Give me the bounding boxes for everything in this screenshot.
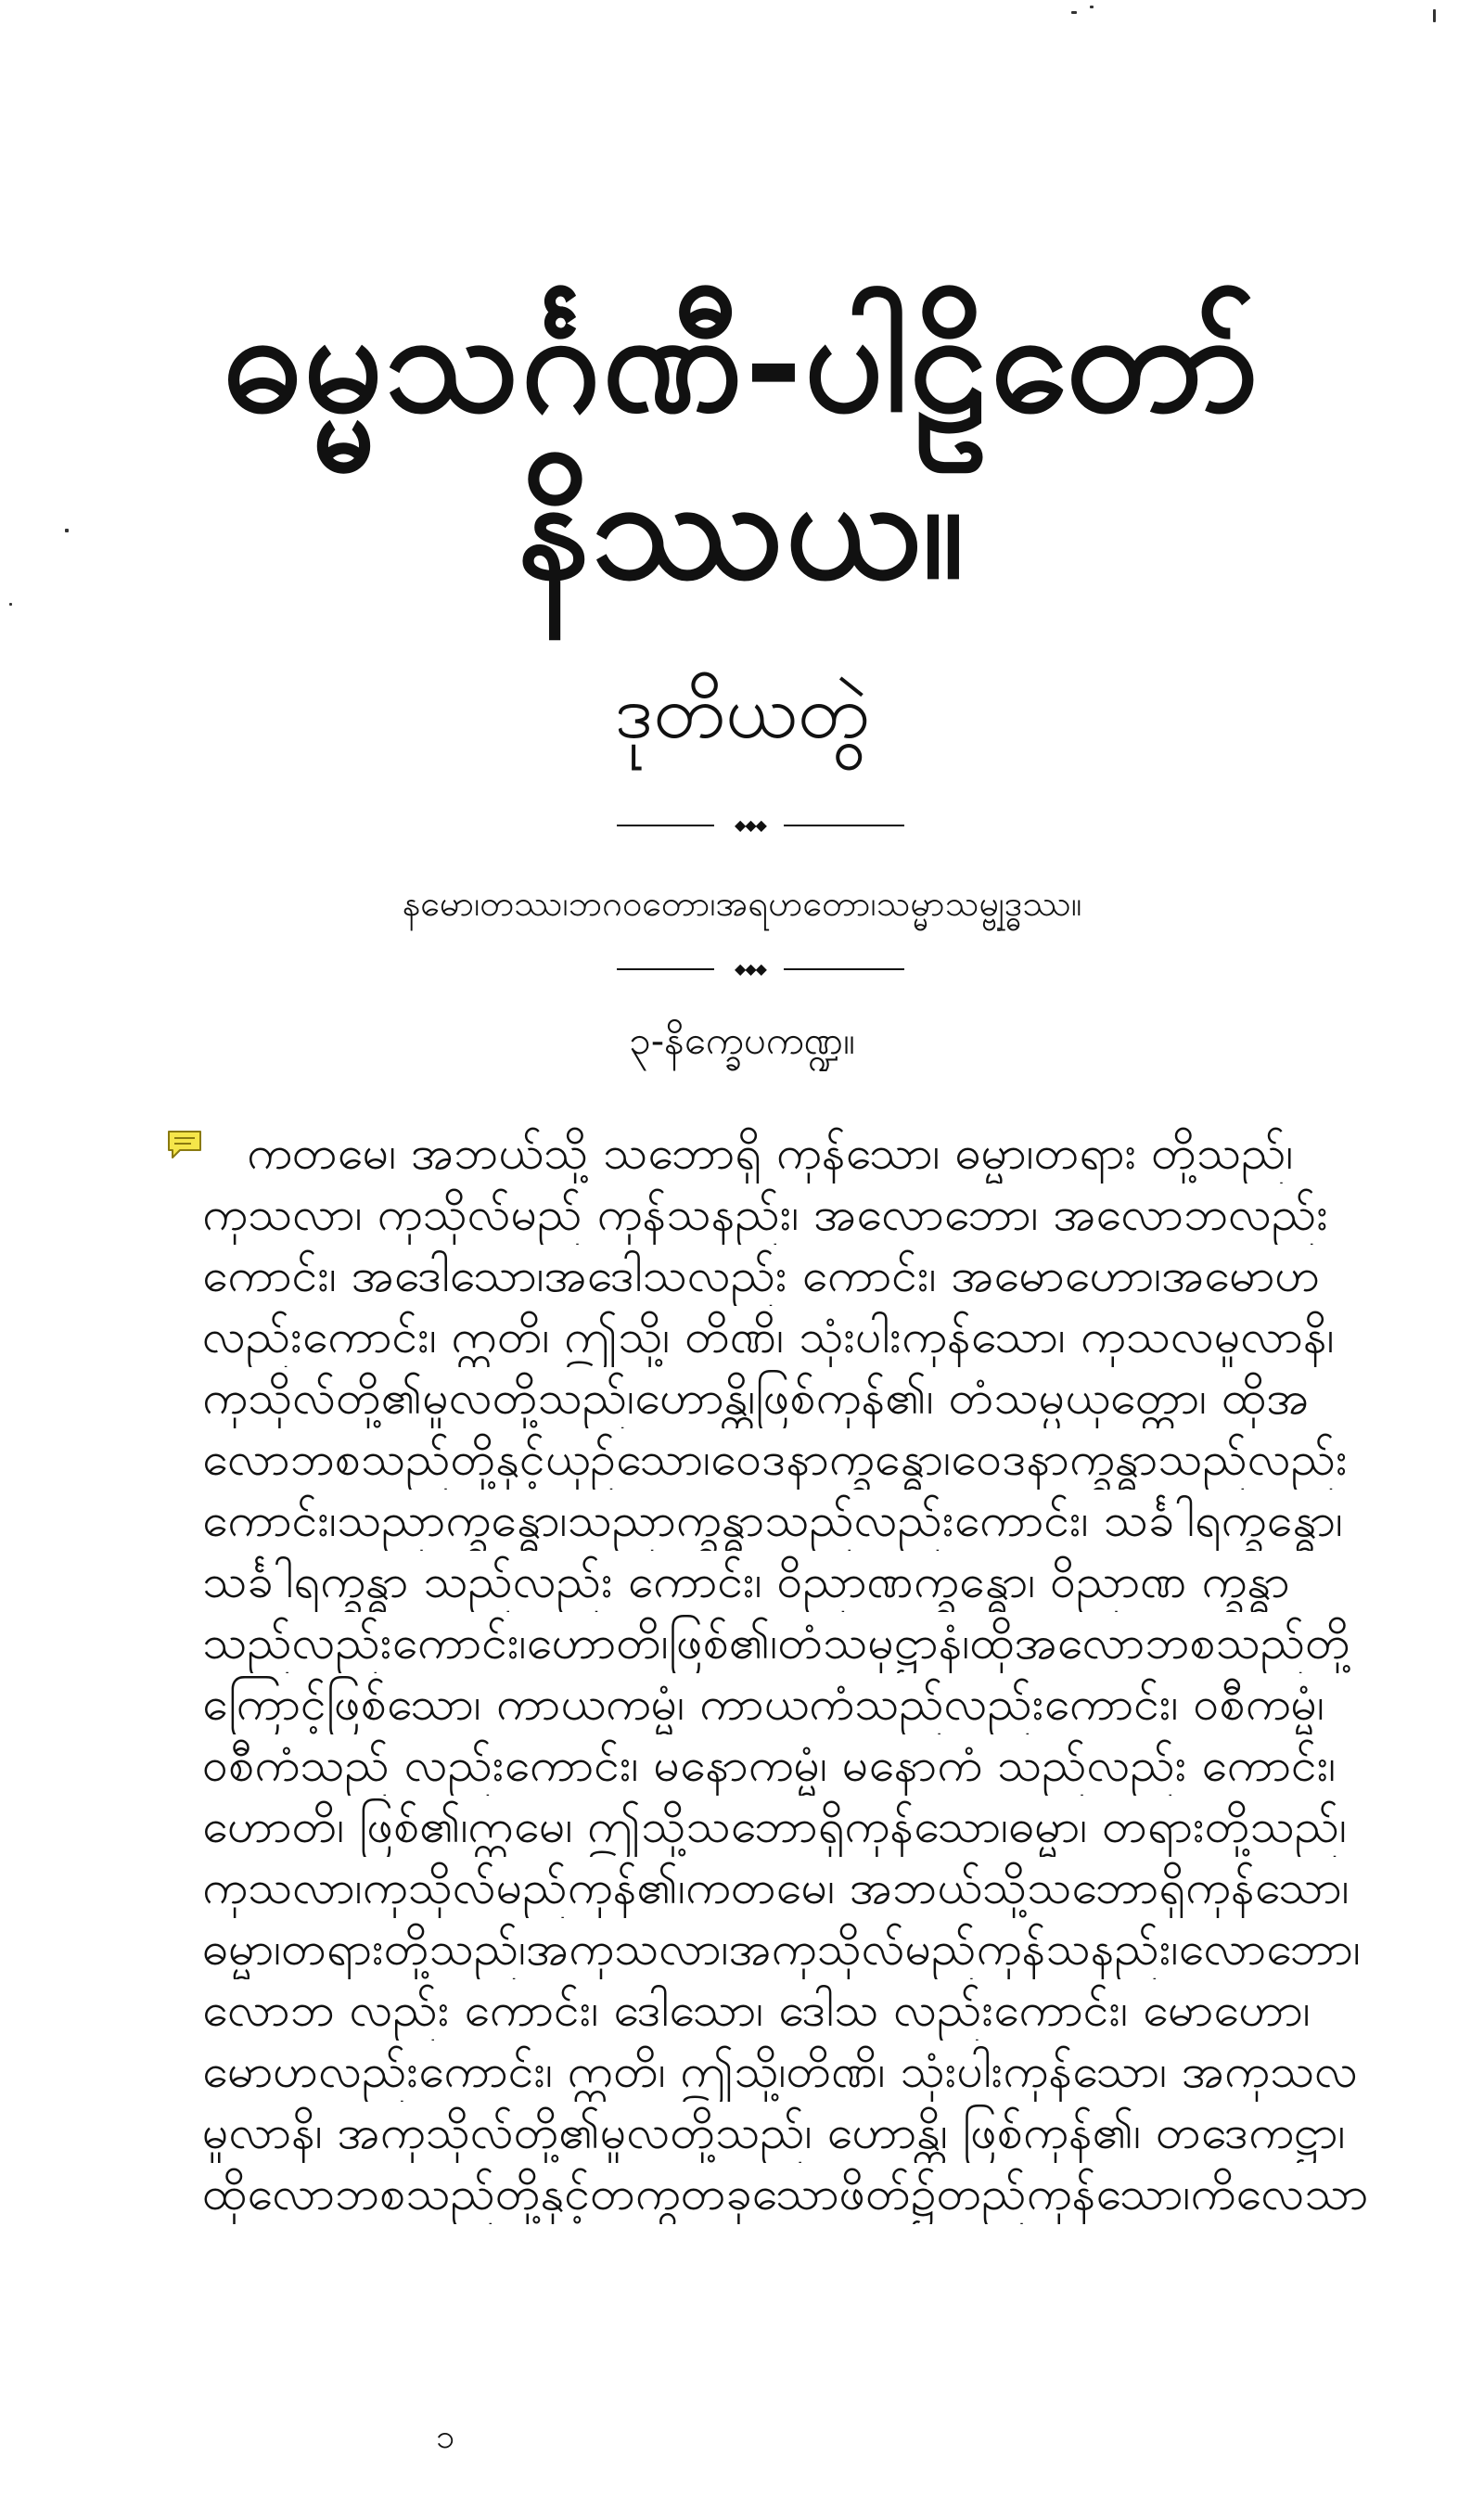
- document-title: ဓမ္မသင်္ဂဏီ-ပါဠိတော်နိဿယ။: [223, 280, 1261, 610]
- scan-speck: [1090, 6, 1094, 8]
- text-line: လောဘ လည်း ကောင်း၊ ဒေါသော၊ ဒေါသ လည်းကောင်း၊ မောဟော၊: [202, 1983, 1311, 2037]
- text-line: ကတမေ၊ အဘယ်သို့ သဘောရှိ ကုန်သော၊ ဓမ္မာ၊တရား တို့သည်၊: [247, 1126, 1294, 1180]
- text-line: သင်္ခါရက္ခန္ဓာ သည်လည်း ကောင်း၊ ဝိညာဏက္ခန္ဓော၊ ဝိညာဏ က္ခန္ဓာ: [202, 1555, 1290, 1608]
- scan-speck: [1071, 11, 1077, 14]
- text-line: ထိုလောဘစသည်တို့နှင့်တကွတခုသောဖိတ်၌တည်ကုန်သော၊ကိလေသာ: [202, 2167, 1369, 2220]
- diamond-ornament-icon: ◆◆◆: [735, 960, 766, 978]
- section-heading: ၃-နိက္ခေပကဏ္ဍ။: [629, 1017, 855, 1063]
- divider-rule-right: [784, 825, 904, 826]
- scan-speck: [1433, 9, 1436, 22]
- scan-speck: [997, 928, 1001, 931]
- scan-speck: [9, 603, 12, 606]
- text-line: ကောင်း၊သညာက္ခန္ဓော၊သညာက္ခန္ဓာသည်လည်းကောင်း၊ သင်္ခါရက္ခန္ဓော၊: [202, 1493, 1343, 1547]
- body-text: [202, 1122, 1375, 2224]
- diamond-ornament-icon: ◆◆◆: [735, 816, 766, 834]
- text-line: ကြောင့်ဖြစ်သော၊ ကာယကမ္မံ၊ ကာယကံသည်လည်းကောင်း၊ ဝစီကမ္မံ၊: [202, 1677, 1325, 1731]
- page-number: ၁: [435, 2418, 455, 2456]
- text-line: သည်လည်းကောင်း၊ဟောတိ၊ဖြစ်၏၊တံသမုဋ္ဌာနံ၊ထိုအလောဘစသည်တို့: [202, 1616, 1350, 1670]
- text-line: လောဘစသည်တို့နှင့်ယှဉ်သော၊ဝေဒနာက္ခန္ဓော၊ဝေဒနာက္ခန္ဓာသည်လည်း: [202, 1432, 1348, 1486]
- homage-line: နမော၊တဿ၊ဘဂဝတော၊အရဟတော၊သမ္မာသမ္ဗုဒ္ဓဿ။: [402, 883, 1082, 924]
- note-icon[interactable]: [167, 1130, 202, 1159]
- ornament-divider: [617, 960, 904, 979]
- text-line: ဟောတိ၊ ဖြစ်၏၊ဣမေ၊ ဤသို့သဘောရှိကုန်သော၊ဓမ္မာ၊ တရားတို့သည်၊: [202, 1799, 1348, 1853]
- text-line: ကုသလာ၊ကုသိုလ်မည်ကုန်၏၊ကတမေ၊ အဘယ်သို့သဘောရှိကုန်သော၊: [202, 1861, 1350, 1914]
- divider-rule-left: [617, 825, 714, 826]
- text-line: ကုသလာ၊ ကုသိုလ်မည် ကုန်သနည်း၊ အလောဘော၊ အလောဘလည်း: [202, 1187, 1329, 1241]
- divider-rule-left: [617, 968, 714, 970]
- scan-speck: [65, 529, 69, 532]
- ornament-divider: [617, 816, 904, 835]
- text-line: မူလာနိ၊ အကုသိုလ်တို့၏မူလတို့သည်၊ ဟောန္တိ၊ ဖြစ်ကုန်၏၊ တဒေကဋ္ဌာ၊: [202, 2105, 1346, 2159]
- text-line: မောဟလည်းကောင်း၊ ဣတိ၊ ဤသို့၊တိဏိ၊ သုံးပါးကုန်သော၊ အကုသလ: [202, 2044, 1359, 2098]
- text-line: ဝစီကံသည် လည်းကောင်း၊ မနောကမ္မံ၊ မနောကံ သည်လည်း ကောင်း၊: [202, 1738, 1337, 1792]
- text-line: ကောင်း၊ အဒေါသော၊အဒေါသလည်း ကောင်း၊ အမောဟော၊အမောဟ: [202, 1248, 1321, 1302]
- divider-rule-right: [784, 968, 904, 970]
- text-line: ကုသိုလ်တို့၏မူလတို့သည်၊ဟောန္တိ၊ဖြစ်ကုန်၏၊ တံသမ္ပယုတ္တော၊ ထိုအ: [202, 1371, 1310, 1425]
- text-line: ဓမ္မာ၊တရားတို့သည်၊အကုသလာ၊အကုသိုလ်မည်ကုန်သနည်း၊လောဘော၊: [202, 1922, 1361, 1976]
- text-line: လည်းကောင်း၊ ဣတိ၊ ဤသို့၊ တိဏိ၊ သုံးပါးကုန်သော၊ ကုသလမူလာနိ၊: [202, 1310, 1335, 1363]
- volume-subtitle: ဒုတိယတွဲ: [614, 669, 870, 755]
